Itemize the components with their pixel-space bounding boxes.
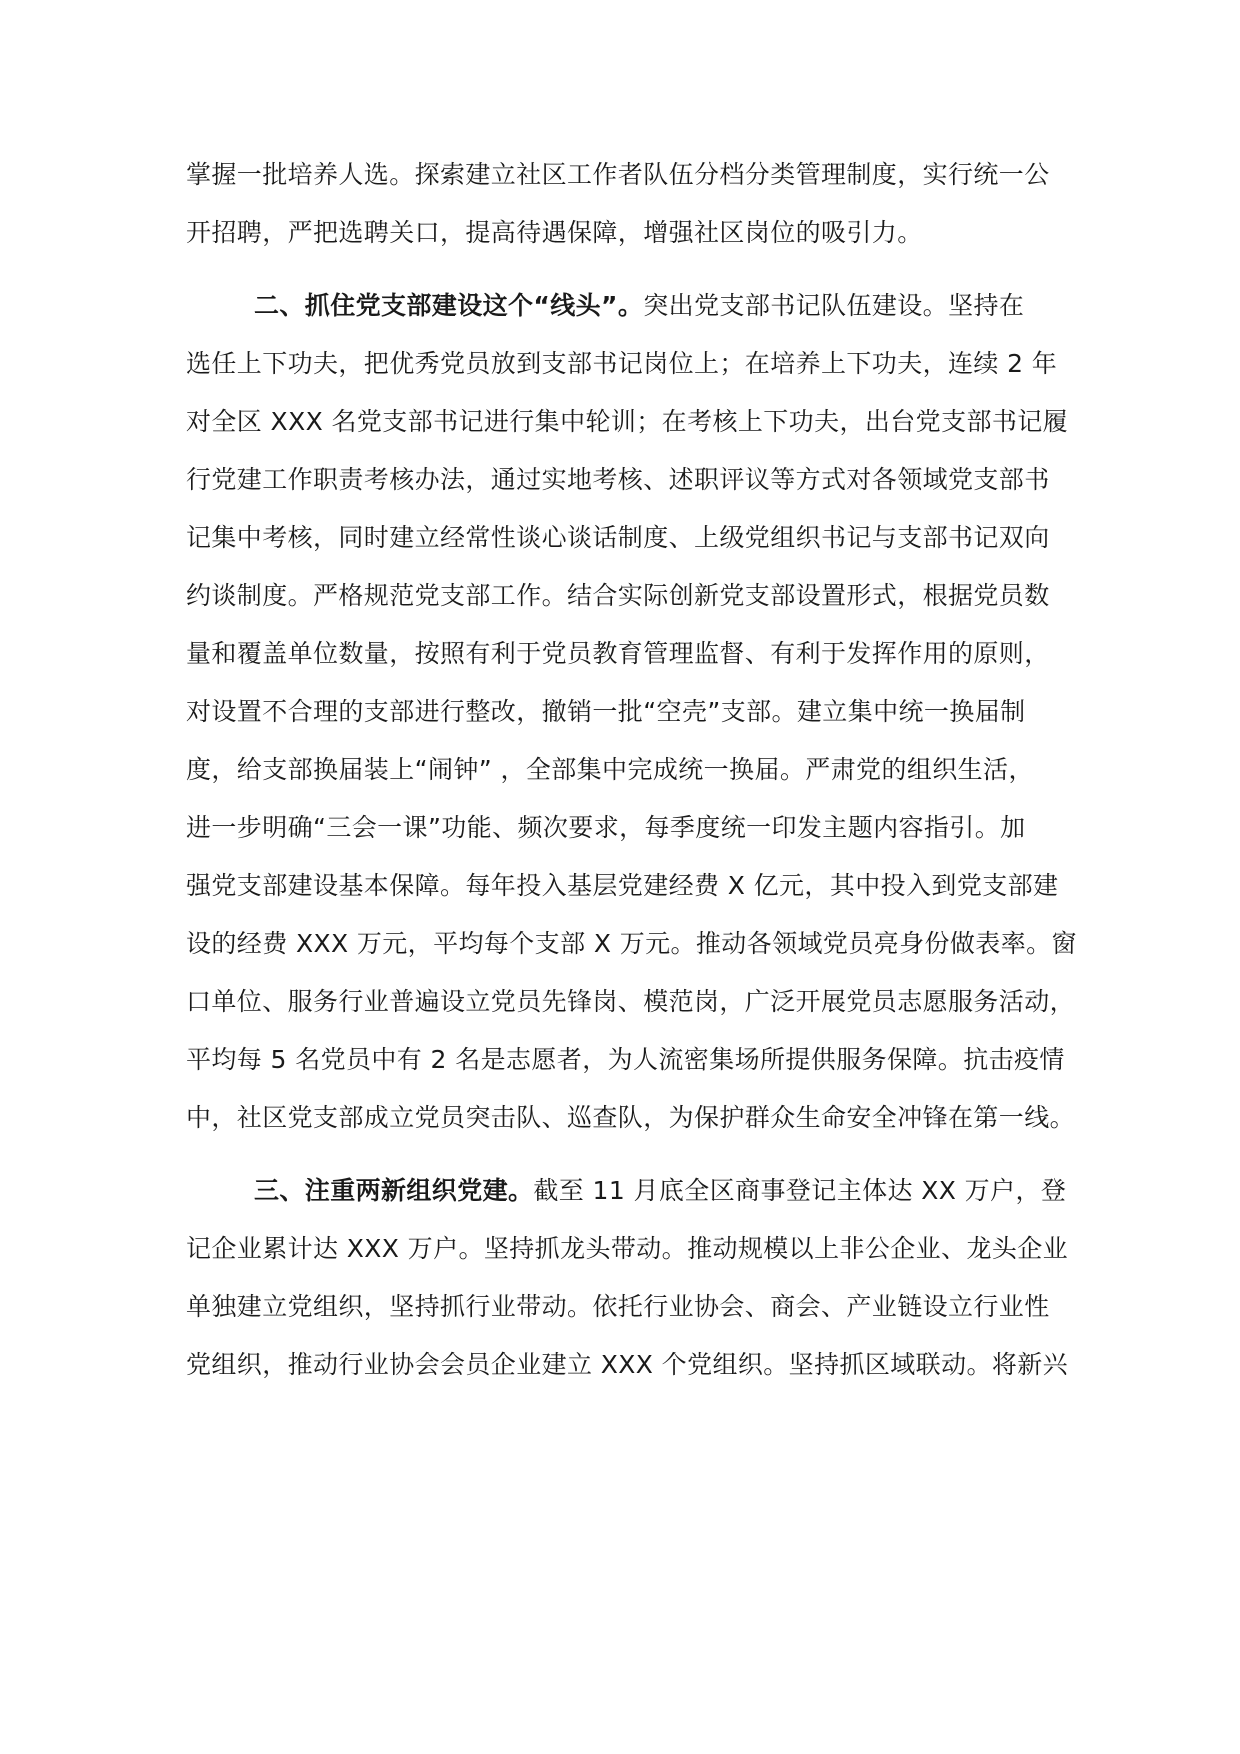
section-2-first-line-text: 突出党支部书记队伍建设。坚持在: [643, 291, 1025, 320]
paragraph-line: 单独建立党组织，坚持抓行业带动。依托行业协会、商会、产业链设立行业性: [186, 1292, 1050, 1321]
section-3-heading: 三、注重两新组织党建。: [254, 1176, 534, 1205]
section-3-first-line: [254, 1171, 1066, 1211]
section-3-first-line-text: 截至 11 月底全区商事登记主体达 XX 万户，登: [533, 1176, 1067, 1205]
paragraph-line: 选任上下功夫，把优秀党员放到支部书记岗位上；在培养上下功夫，连续 2 年: [186, 349, 1058, 378]
paragraph-line: 对设置不合理的支部进行整改，撤销一批“空壳”支部。建立集中统一换届制: [186, 697, 1026, 726]
paragraph-line: 行党建工作职责考核办法，通过实地考核、述职评议等方式对各领域党支部书: [186, 465, 1050, 494]
paragraph-line: 记集中考核，同时建立经常性谈心谈话制度、上级党组织书记与支部书记双向: [186, 523, 1050, 552]
paragraph-line: 党组织，推动行业协会会员企业建立 XXX 个党组织。坚持抓区域联动。将新兴: [186, 1350, 1069, 1379]
paragraph-line: 口单位、服务行业普遍设立党员先锋岗、模范岗，广泛开展党员志愿服务活动，: [186, 987, 1076, 1016]
paragraph-line: 开招聘，严把选聘关口，提高待遇保障，增强社区岗位的吸引力。: [186, 218, 923, 247]
paragraph-line: 约谈制度。严格规范党支部工作。结合实际创新党支部设置形式，根据党员数: [186, 581, 1050, 610]
paragraph-line: 记企业累计达 XXX 万户。坚持抓龙头带动。推动规模以上非公企业、龙头企业: [186, 1234, 1069, 1263]
paragraph-line: 平均每 5 名党员中有 2 名是志愿者，为人流密集场所提供服务保障。抗击疫情: [186, 1045, 1065, 1074]
paragraph-line: 量和覆盖单位数量，按照有利于党员教育管理监督、有利于发挥作用的原则，: [186, 639, 1050, 668]
paragraph-line: 掌握一批培养人选。探索建立社区工作者队伍分档分类管理制度，实行统一公: [186, 160, 1050, 189]
section-2-first-line: [254, 286, 1066, 326]
paragraph-line: 度，给支部换届装上“闹钟” ，全部集中完成统一换届。严肃党的组织生活，: [186, 755, 1034, 784]
section-2-heading: 二、抓住党支部建设这个“线头”。: [254, 291, 644, 320]
paragraph-line: 强党支部建设基本保障。每年投入基层党建经费 X 亿元，其中投入到党支部建: [186, 871, 1059, 900]
paragraph-line: 中，社区党支部成立党员突击队、巡查队，为保护群众生命安全冲锋在第一线。: [186, 1103, 1076, 1132]
paragraph-line: 设的经费 XXX 万元，平均每个支部 X 万元。推动各领域党员亮身份做表率。窗: [186, 929, 1077, 958]
paragraph-line: 进一步明确“三会一课”功能、频次要求，每季度统一印发主题内容指引。加: [186, 813, 1026, 842]
paragraph-line: 对全区 XXX 名党支部书记进行集中轮训；在考核上下功夫，出台党支部书记履: [186, 407, 1069, 436]
